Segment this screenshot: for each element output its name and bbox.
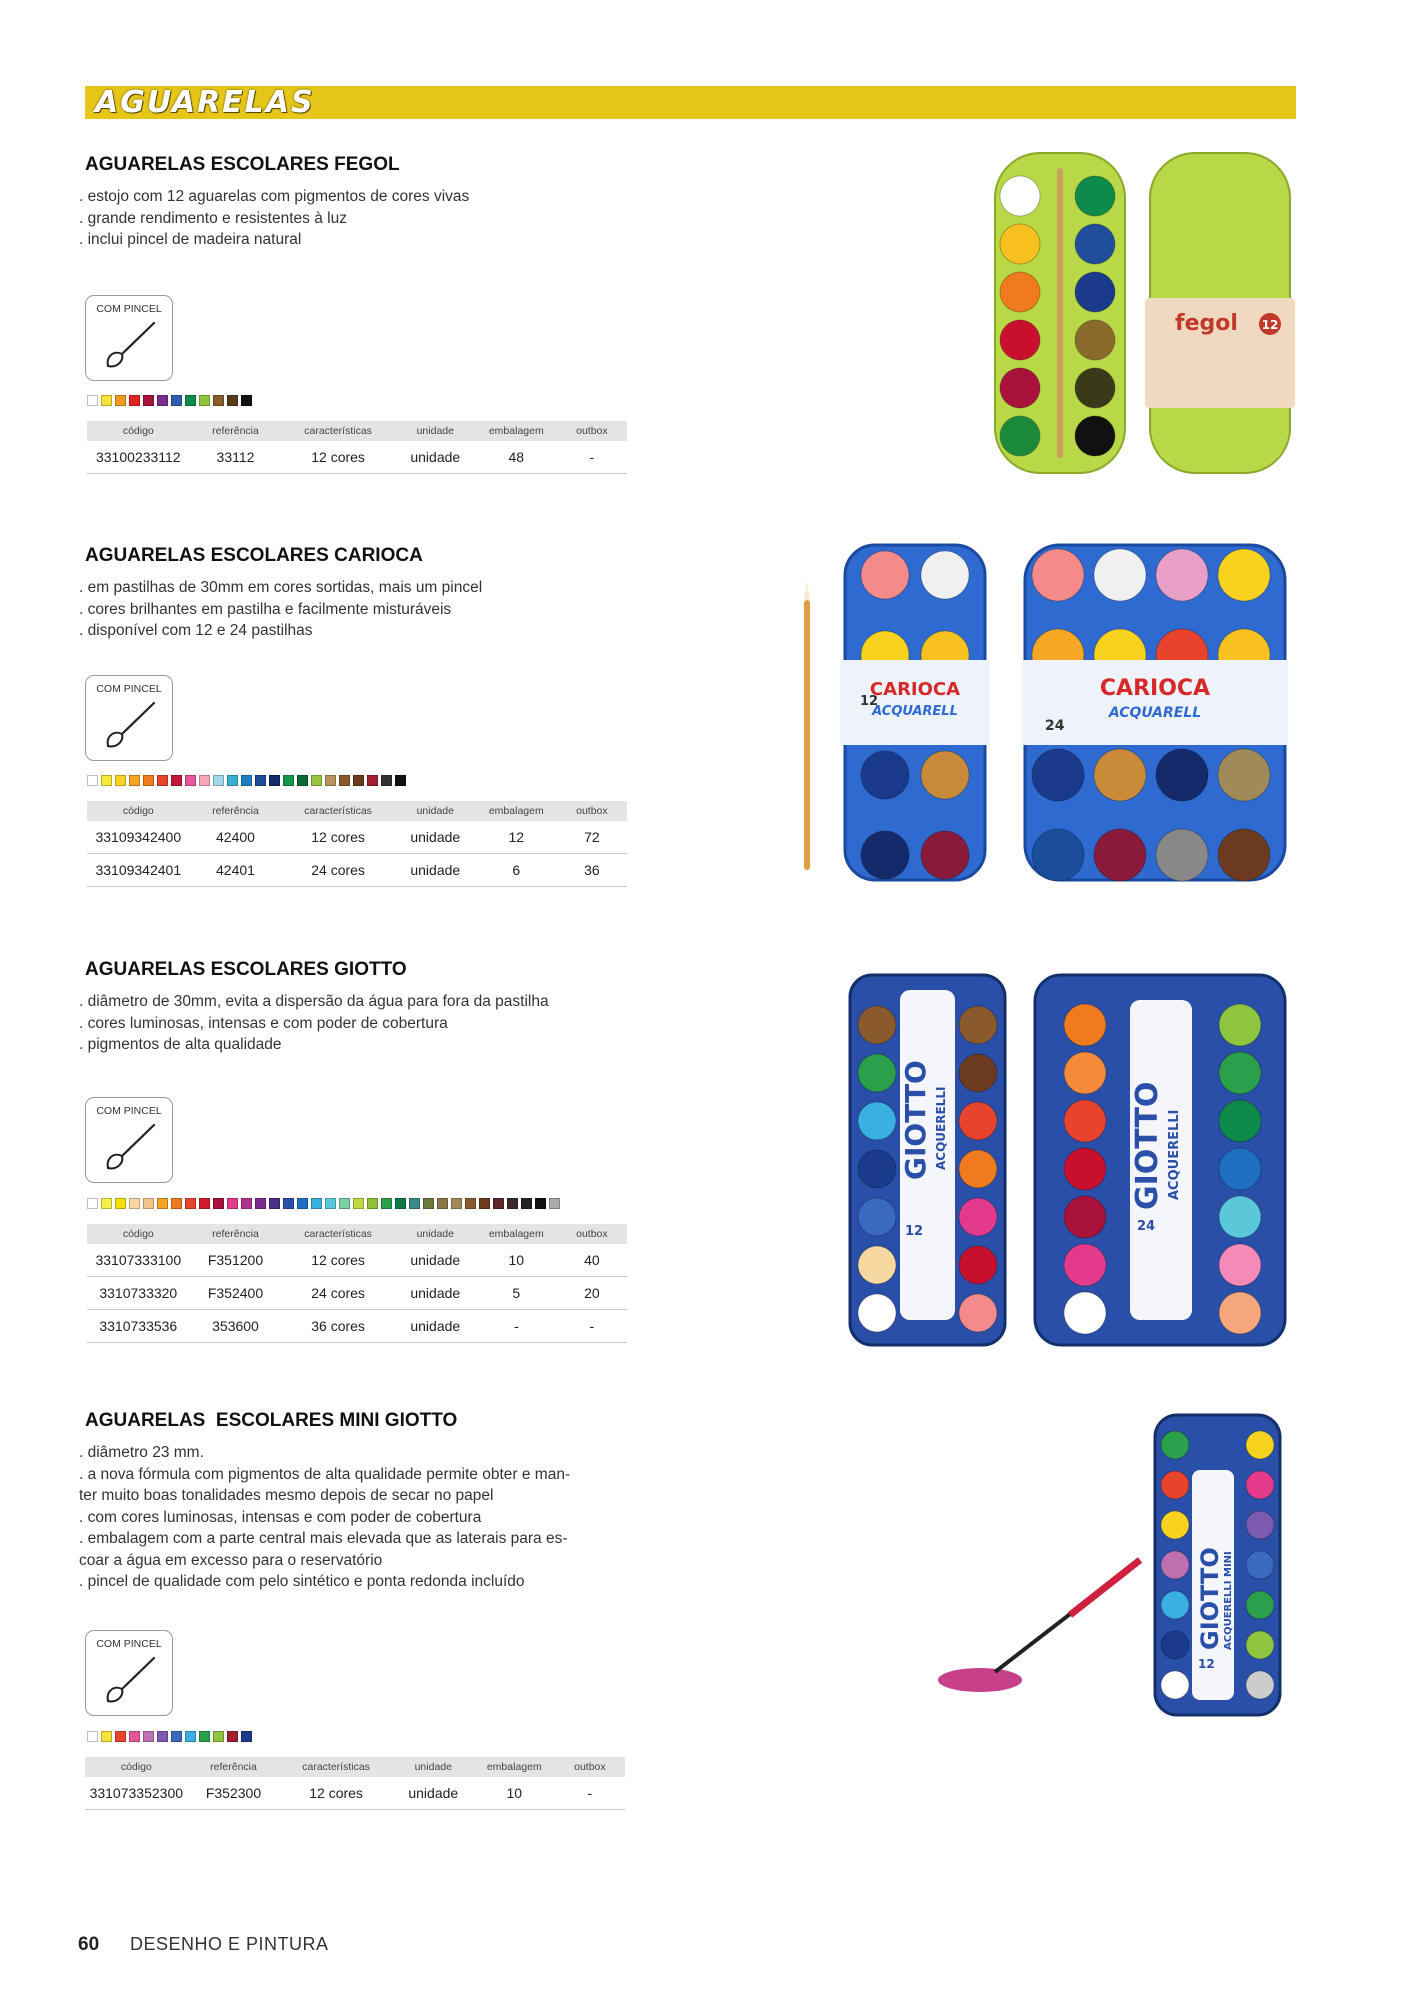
color-swatch <box>381 775 392 786</box>
giotto-product-image <box>845 950 1290 1350</box>
table-cell: 10 <box>474 1777 555 1810</box>
spec-table <box>87 421 627 474</box>
column-header: outbox <box>557 1224 627 1244</box>
paint-pan <box>858 1246 896 1284</box>
paint-pan <box>1246 1551 1274 1579</box>
color-swatch <box>87 775 98 786</box>
column-header: embalagem <box>476 421 557 441</box>
section-mini-giotto <box>79 1410 635 1593</box>
column-header: unidade <box>393 1757 474 1777</box>
color-swatch <box>395 775 406 786</box>
color-swatch <box>339 1198 350 1209</box>
product-title: AGUARELAS ESCOLARES FEGOL <box>85 154 400 175</box>
color-swatch <box>143 395 154 406</box>
column-header: características <box>281 421 394 441</box>
paint-pan <box>1075 224 1115 264</box>
paint-pan <box>1000 176 1040 216</box>
color-swatch <box>87 395 98 406</box>
color-swatch <box>311 775 322 786</box>
table-row <box>87 1310 627 1343</box>
section-carioca <box>79 545 635 642</box>
column-header: embalagem <box>476 801 557 821</box>
column-header: código <box>87 1224 190 1244</box>
color-swatch <box>213 1731 224 1742</box>
paint-pan <box>1094 549 1146 601</box>
paintbrush-icon <box>100 700 158 752</box>
color-swatch <box>143 1731 154 1742</box>
paint-pan <box>1161 1551 1189 1579</box>
badge-label: COM PINCEL <box>96 303 162 315</box>
table-cell: 48 <box>476 441 557 474</box>
color-swatch <box>395 1198 406 1209</box>
paint-pan <box>959 1150 997 1188</box>
color-swatch <box>241 395 252 406</box>
color-swatch <box>115 1731 126 1742</box>
product-title: AGUARELAS ESCOLARES GIOTTO <box>85 959 407 980</box>
color-swatch <box>451 1198 462 1209</box>
color-swatch <box>311 1198 322 1209</box>
table-cell: 33100233112 <box>87 441 190 474</box>
fegol-product-image <box>985 148 1295 478</box>
paint-pan <box>1064 1244 1106 1286</box>
column-header: outbox <box>555 1757 625 1777</box>
color-swatch <box>241 775 252 786</box>
column-header: código <box>87 421 190 441</box>
paint-pan <box>1064 1148 1106 1190</box>
paint-pan <box>1032 549 1084 601</box>
color-swatch <box>367 1198 378 1209</box>
paint-pan <box>861 551 909 599</box>
paint-pan <box>959 1246 997 1284</box>
spec-table <box>87 1224 627 1343</box>
column-header: unidade <box>395 801 476 821</box>
table-cell: 33109342401 <box>87 854 190 887</box>
product-bullets <box>79 1442 635 1593</box>
bullet: . embalagem com a parte central mais elevada que as laterais para es- <box>79 1530 568 1547</box>
column-header: código <box>87 801 190 821</box>
color-swatch <box>297 1198 308 1209</box>
paint-pan <box>1156 829 1208 881</box>
paint-pan <box>1000 224 1040 264</box>
carioca-brand: CARIOCA <box>869 679 961 700</box>
color-swatch <box>241 1198 252 1209</box>
paint-pan <box>1000 272 1040 312</box>
color-swatch <box>157 395 168 406</box>
paint-pan <box>858 1294 896 1332</box>
mini-giotto-product-image <box>930 1410 1290 1720</box>
table-row <box>87 441 627 474</box>
paint-pan <box>921 551 969 599</box>
bullet: . pigmentos de alta qualidade <box>79 1036 282 1053</box>
paint-pan <box>1246 1671 1274 1699</box>
color-swatch <box>185 1198 196 1209</box>
paint-pan <box>921 831 969 879</box>
bullet: . inclui pincel de madeira natural <box>79 231 302 248</box>
fegol-count: 12 <box>1261 318 1279 332</box>
product-bullets <box>79 186 635 251</box>
paint-pan <box>1075 320 1115 360</box>
bullet: . pincel de qualidade com pelo sintético e ponta redonda incluído <box>79 1573 525 1590</box>
paint-pan <box>1032 829 1084 881</box>
paint-pan <box>1000 320 1040 360</box>
giotto-large-count: 24 <box>1137 1219 1156 1234</box>
table-cell: 12 <box>476 821 557 854</box>
color-swatch <box>115 1198 126 1209</box>
paint-pan <box>959 1102 997 1140</box>
color-swatches <box>87 775 406 786</box>
table-cell: 20 <box>557 1277 627 1310</box>
color-swatch <box>241 1731 252 1742</box>
color-swatch <box>171 775 182 786</box>
color-swatch <box>227 775 238 786</box>
color-swatch <box>227 1731 238 1742</box>
color-swatch <box>381 1198 392 1209</box>
color-swatch <box>465 1198 476 1209</box>
color-swatch <box>143 1198 154 1209</box>
paint-pan <box>1219 1244 1261 1286</box>
table-cell: unidade <box>395 854 476 887</box>
paint-pan <box>1161 1631 1189 1659</box>
paint-pan <box>858 1102 896 1140</box>
table-cell: F351200 <box>190 1244 282 1277</box>
table-cell: - <box>555 1777 625 1810</box>
color-swatch <box>143 775 154 786</box>
table-cell: 24 cores <box>281 854 394 887</box>
badge-label: COM PINCEL <box>96 1638 162 1650</box>
column-header: referência <box>190 421 282 441</box>
column-header: características <box>281 801 394 821</box>
paint-pan <box>1032 749 1084 801</box>
color-swatch <box>185 1731 196 1742</box>
paint-pan <box>1064 1292 1106 1334</box>
color-swatch <box>283 1198 294 1209</box>
color-swatch <box>227 395 238 406</box>
product-bullets <box>79 577 635 642</box>
color-swatch <box>171 395 182 406</box>
table-cell: 36 cores <box>281 1310 394 1343</box>
color-swatch <box>199 1731 210 1742</box>
paint-pan <box>858 1150 896 1188</box>
brush-badge <box>85 1630 173 1716</box>
paint-pan <box>1075 176 1115 216</box>
page-section-name: DESENHO E PINTURA <box>130 1934 329 1954</box>
color-swatch <box>325 1198 336 1209</box>
column-header: referência <box>190 1224 282 1244</box>
table-cell: 42400 <box>190 821 282 854</box>
paint-pan <box>1218 829 1270 881</box>
paint-pan <box>1064 1100 1106 1142</box>
banner-title: AGUARELAS <box>95 85 315 120</box>
paint-pan <box>1000 368 1040 408</box>
color-swatch <box>493 1198 504 1209</box>
paint-pan <box>1246 1631 1274 1659</box>
color-swatch <box>185 775 196 786</box>
color-swatch <box>549 1198 560 1209</box>
column-header: referência <box>190 801 282 821</box>
paint-pan <box>1075 416 1115 456</box>
table-cell: unidade <box>395 1310 476 1343</box>
color-swatch <box>129 395 140 406</box>
giotto-brand-large: GIOTTO <box>1130 1081 1165 1210</box>
paint-pan <box>1161 1431 1189 1459</box>
paint-pan <box>1219 1196 1261 1238</box>
bullet: . diâmetro de 30mm, evita a dispersão da água para fora da pastilha <box>79 993 549 1010</box>
brush-badge <box>85 1097 173 1183</box>
color-swatch <box>87 1731 98 1742</box>
paint-pan <box>921 751 969 799</box>
table-cell: unidade <box>395 1277 476 1310</box>
table-row <box>87 854 627 887</box>
column-header: outbox <box>557 421 627 441</box>
color-swatch <box>115 395 126 406</box>
color-swatch <box>409 1198 420 1209</box>
table-row <box>85 1777 625 1810</box>
table-cell: 72 <box>557 821 627 854</box>
mini-brand: GIOTTO <box>1196 1547 1224 1650</box>
carioca-small-count: 12 <box>860 694 879 709</box>
carioca-large-count: 24 <box>1045 718 1065 734</box>
bullet: . disponível com 12 e 24 pastilhas <box>79 622 313 639</box>
paint-pan <box>1161 1511 1189 1539</box>
paint-pan <box>1219 1004 1261 1046</box>
paint-pan <box>959 1054 997 1092</box>
color-swatch <box>101 1731 112 1742</box>
table-cell: 6 <box>476 854 557 887</box>
color-swatch <box>157 775 168 786</box>
color-swatch <box>157 1198 168 1209</box>
product-title: AGUARELAS ESCOLARES MINI GIOTTO <box>85 1410 458 1431</box>
giotto-small-count: 12 <box>905 1224 924 1239</box>
color-swatch <box>297 775 308 786</box>
product-title: AGUARELAS ESCOLARES CARIOCA <box>85 545 423 566</box>
table-row <box>87 821 627 854</box>
table-cell: 5 <box>476 1277 557 1310</box>
table-row <box>87 1277 627 1310</box>
color-swatch <box>157 1731 168 1742</box>
paint-pan <box>858 1054 896 1092</box>
table-cell: 331073352300 <box>85 1777 188 1810</box>
paint-pan <box>1218 549 1270 601</box>
brush-badge <box>85 675 173 761</box>
bullet: . a nova fórmula com pigmentos de alta qualidade permite obter e man- <box>79 1465 571 1483</box>
color-swatch <box>269 775 280 786</box>
paint-pan <box>1156 549 1208 601</box>
paint-pan <box>1246 1471 1274 1499</box>
color-swatch <box>199 1198 210 1209</box>
column-header: características <box>279 1757 392 1777</box>
bullet: ter muito boas tonalidades mesmo depois de secar no papel <box>79 1487 494 1504</box>
table-cell: 12 cores <box>281 441 394 474</box>
column-header: unidade <box>395 1224 476 1244</box>
table-cell: - <box>476 1310 557 1343</box>
paint-pan <box>1161 1671 1189 1699</box>
bullet: . em pastilhas de 30mm em cores sortidas, mais um pincel <box>79 579 483 596</box>
table-cell: unidade <box>395 1244 476 1277</box>
table-cell: 12 cores <box>279 1777 392 1810</box>
paint-pan <box>959 1006 997 1044</box>
table-cell: 24 cores <box>281 1277 394 1310</box>
paint-pan <box>1246 1431 1274 1459</box>
color-swatch <box>199 775 210 786</box>
color-swatches <box>87 395 252 406</box>
spec-table <box>87 801 627 887</box>
color-swatch <box>101 1198 112 1209</box>
paint-pan <box>1000 416 1040 456</box>
paint-pan <box>1218 749 1270 801</box>
paint-pan <box>1064 1196 1106 1238</box>
column-header: unidade <box>395 421 476 441</box>
paint-pan <box>1161 1471 1189 1499</box>
table-cell: 33112 <box>190 441 282 474</box>
paint-pan <box>1219 1100 1261 1142</box>
table-cell: unidade <box>393 1777 474 1810</box>
mini-count: 12 <box>1198 1657 1215 1671</box>
color-swatch <box>353 1198 364 1209</box>
color-swatch <box>101 775 112 786</box>
section-giotto <box>79 959 635 1056</box>
table-cell: unidade <box>395 821 476 854</box>
color-swatch <box>423 1198 434 1209</box>
color-swatch <box>185 395 196 406</box>
paint-pan <box>959 1198 997 1236</box>
color-swatch <box>367 775 378 786</box>
paint-pan <box>1156 749 1208 801</box>
table-cell: 12 cores <box>281 821 394 854</box>
color-swatch <box>129 1198 140 1209</box>
bullet: . com cores luminosas, intensas e com poder de cobertura <box>79 1508 482 1526</box>
color-swatch <box>129 775 140 786</box>
carioca-brand-large: CARIOCA <box>1099 676 1211 701</box>
color-swatch <box>507 1198 518 1209</box>
paint-pan <box>858 1006 896 1044</box>
giotto-sub: ACQUERELLI <box>934 1086 948 1170</box>
table-cell: 33109342400 <box>87 821 190 854</box>
page-number: 60 <box>78 1934 100 1955</box>
bullet: . cores brilhantes em pastilha e facilmente misturáveis <box>79 600 452 618</box>
bullet: . diâmetro 23 mm. <box>79 1444 204 1461</box>
carioca-sub: ACQUARELL <box>872 704 958 719</box>
column-header: embalagem <box>476 1224 557 1244</box>
brush-badge <box>85 295 173 381</box>
paint-pan <box>1219 1148 1261 1190</box>
table-cell: 10 <box>476 1244 557 1277</box>
color-swatch <box>227 1198 238 1209</box>
paint-pan <box>1064 1004 1106 1046</box>
paint-pan <box>858 1198 896 1236</box>
color-swatch <box>535 1198 546 1209</box>
bullet: . cores luminosas, intensas e com poder de cobertura <box>79 1014 448 1032</box>
color-swatch <box>339 775 350 786</box>
table-cell: 3310733536 <box>87 1310 190 1343</box>
color-swatch <box>213 1198 224 1209</box>
color-swatch <box>283 775 294 786</box>
section-fegol <box>79 154 635 251</box>
paint-pan <box>1219 1292 1261 1334</box>
color-swatch <box>255 1198 266 1209</box>
color-swatch <box>171 1731 182 1742</box>
paint-pan <box>1075 272 1115 312</box>
color-swatch <box>115 775 126 786</box>
column-header: embalagem <box>474 1757 555 1777</box>
table-cell: F352400 <box>190 1277 282 1310</box>
fegol-brand: fegol <box>1175 311 1238 336</box>
paint-pan <box>1219 1052 1261 1094</box>
paint-pan <box>1064 1052 1106 1094</box>
section-banner <box>85 86 1296 119</box>
carioca-sub-large: ACQUARELL <box>1108 705 1202 721</box>
paint-pan <box>1094 829 1146 881</box>
paint-pan <box>1075 368 1115 408</box>
paint-pan <box>1161 1591 1189 1619</box>
table-cell: 36 <box>557 854 627 887</box>
bullet: . grande rendimento e resistentes à luz <box>79 209 347 227</box>
paintbrush-icon <box>100 320 158 372</box>
table-cell: 3310733320 <box>87 1277 190 1310</box>
color-swatch <box>171 1198 182 1209</box>
table-cell: unidade <box>395 441 476 474</box>
color-swatch <box>255 775 266 786</box>
badge-label: COM PINCEL <box>96 683 162 695</box>
color-swatch <box>437 1198 448 1209</box>
color-swatch <box>269 1198 280 1209</box>
color-swatch <box>101 395 112 406</box>
table-cell: 42401 <box>190 854 282 887</box>
paintbrush-icon <box>100 1655 158 1707</box>
paint-pan <box>861 751 909 799</box>
spec-table <box>85 1757 625 1810</box>
paint-pan <box>1094 749 1146 801</box>
color-swatch <box>521 1198 532 1209</box>
table-cell: F352300 <box>188 1777 280 1810</box>
paint-pan <box>1246 1591 1274 1619</box>
paint-pan <box>959 1294 997 1332</box>
color-swatches <box>87 1731 252 1742</box>
giotto-brand: GIOTTO <box>899 1060 932 1180</box>
color-swatches <box>87 1198 560 1209</box>
giotto-sub-large: ACQUERELLI <box>1167 1109 1182 1200</box>
table-cell: - <box>557 441 627 474</box>
color-swatch <box>325 775 336 786</box>
table-row <box>87 1244 627 1277</box>
product-bullets <box>79 991 635 1056</box>
color-swatch <box>213 775 224 786</box>
paint-pan <box>861 831 909 879</box>
column-header: código <box>85 1757 188 1777</box>
paintbrush-icon <box>100 1122 158 1174</box>
color-swatch <box>199 395 210 406</box>
color-swatch <box>87 1198 98 1209</box>
column-header: referência <box>188 1757 280 1777</box>
bullet: coar a água em excesso para o reservatório <box>79 1551 383 1569</box>
column-header: características <box>281 1224 394 1244</box>
bullet: . estojo com 12 aguarelas com pigmentos de cores vivas <box>79 188 470 205</box>
table-cell: 353600 <box>190 1310 282 1343</box>
table-cell: 33107333100 <box>87 1244 190 1277</box>
mini-sub: ACQUERELLI MINI <box>1223 1551 1234 1650</box>
badge-label: COM PINCEL <box>96 1105 162 1117</box>
color-swatch <box>479 1198 490 1209</box>
carioca-product-image <box>800 540 1290 885</box>
table-cell: 40 <box>557 1244 627 1277</box>
color-swatch <box>213 395 224 406</box>
table-cell: - <box>557 1310 627 1343</box>
table-cell: 12 cores <box>281 1244 394 1277</box>
color-swatch <box>353 775 364 786</box>
column-header: outbox <box>557 801 627 821</box>
color-swatch <box>129 1731 140 1742</box>
paint-pan <box>1246 1511 1274 1539</box>
